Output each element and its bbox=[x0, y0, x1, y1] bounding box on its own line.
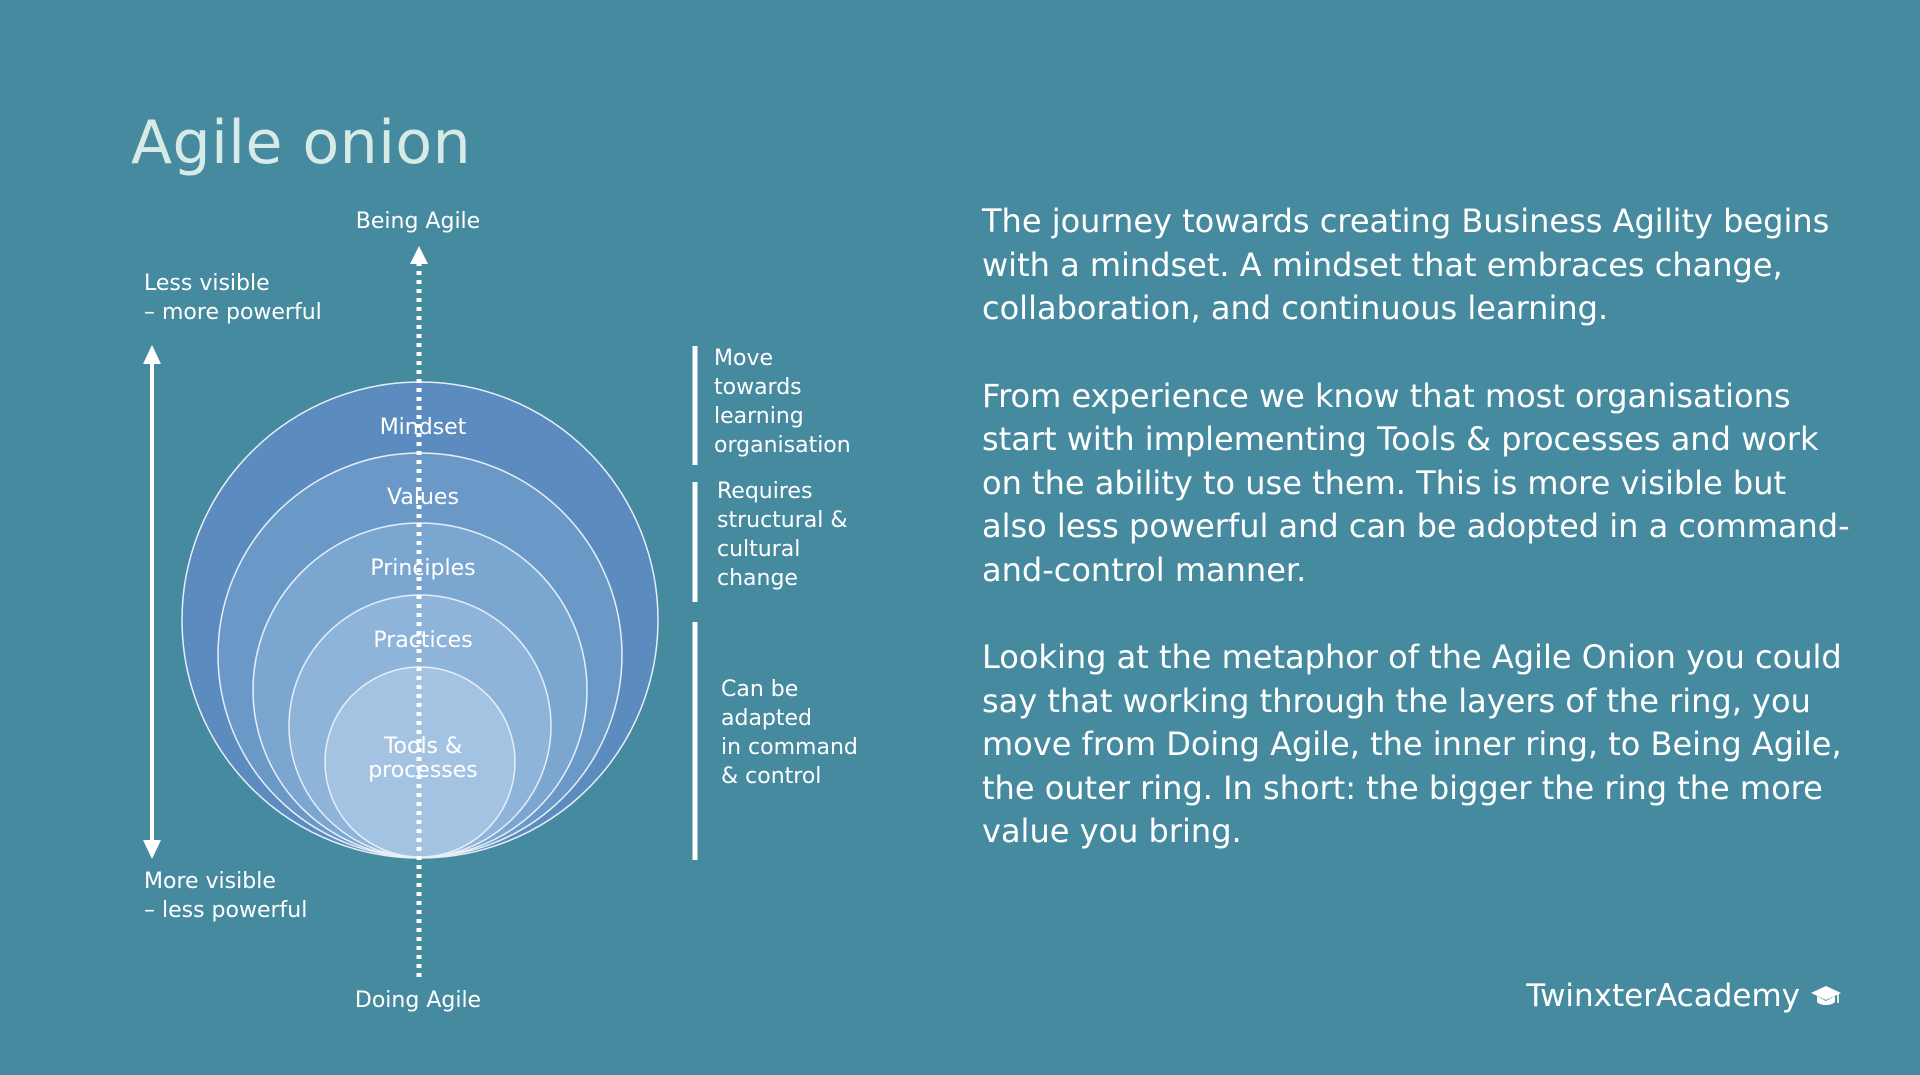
being-agile-label: Being Agile bbox=[355, 209, 481, 234]
group-label-structural: Requires structural & cultural change bbox=[717, 479, 848, 591]
less-visible-label: Less visible – more powerful bbox=[144, 271, 322, 325]
ring-label-tools-processes: Tools & processes bbox=[368, 734, 478, 783]
paragraph-metaphor: Looking at the metaphor of the Agile Onion you could say that working through the layers of the ring, you move from Doing Agile, the inner ring, to Being Agile, the outer ring. In short: the bigger the ring the more value you bring. bbox=[982, 638, 1842, 850]
ring-label-values: Values bbox=[387, 485, 459, 510]
description-text bbox=[982, 200, 1852, 898]
doing-agile-label: Doing Agile bbox=[354, 988, 482, 1013]
ring-label-mindset: Mindset bbox=[379, 415, 467, 440]
page-title: Agile onion bbox=[131, 108, 472, 178]
brand-logo bbox=[1526, 978, 1842, 1014]
agility-axis-arrow-icon bbox=[410, 246, 428, 264]
visibility-arrow-down-icon bbox=[143, 840, 161, 859]
group-label-command: Can be adapted in command & control bbox=[721, 677, 858, 789]
paragraph-mindset: The journey towards creating Business Agility begins with a mindset. A mindset that embraces change, collaboration, and continuous learning. bbox=[982, 202, 1830, 327]
brand-name: TwinxterAcademy bbox=[1526, 978, 1800, 1014]
graduation-cap-icon bbox=[1810, 984, 1842, 1008]
ring-label-practices: Practices bbox=[373, 628, 473, 653]
paragraph-experience: From experience we know that most organisations start with implementing Tools & processes and work on the ability to use them. This is more visible but also less powerful and can be adopted in a command-and-control manner. bbox=[982, 376, 1850, 589]
ring-label-principles: Principles bbox=[370, 556, 476, 581]
more-visible-label: More visible – less powerful bbox=[144, 869, 308, 923]
group-label-learning: Move towards learning organisation bbox=[714, 346, 851, 458]
visibility-arrow-up-icon bbox=[143, 345, 161, 364]
